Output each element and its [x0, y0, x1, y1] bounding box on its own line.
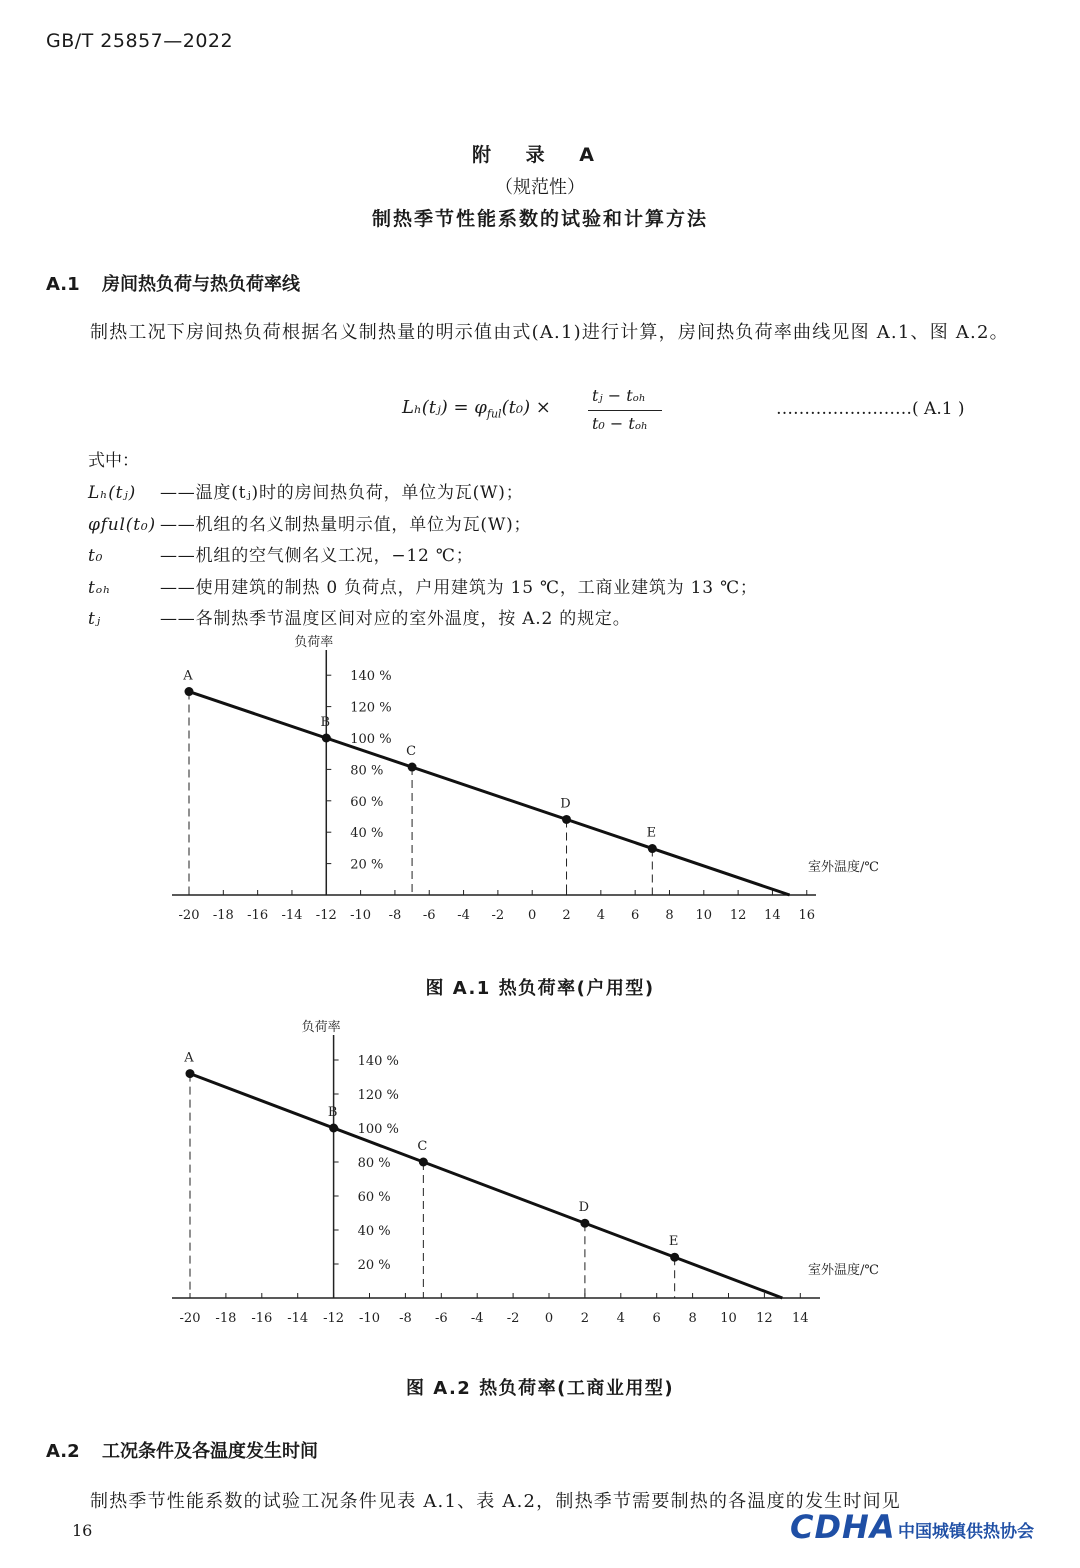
- x-tick-label: 16: [798, 908, 816, 923]
- where-intro: 式中：: [88, 451, 139, 471]
- cdha-logo-icon: CDHA: [790, 1508, 896, 1546]
- section-a2-paragraph: 制热季节性能系数的试验工况条件见表 A.1、表 A.2，制热季节需要制热的各温度的发生时间见: [90, 1491, 901, 1512]
- y-tick-label: 100 %: [350, 732, 392, 747]
- section-a2-title: 工况条件及各温度发生时间: [102, 1441, 318, 1462]
- y-tick-label: 120 %: [350, 700, 392, 716]
- y-tick-label: 120 %: [357, 1088, 399, 1103]
- load-rate-line: [190, 1074, 782, 1298]
- point-label: E: [668, 1234, 679, 1250]
- x-axis-title: 室外温度/℃: [808, 1263, 879, 1278]
- y-tick-label: 60 %: [350, 794, 384, 810]
- load-rate-line: [189, 692, 790, 895]
- x-tick-label: 14: [792, 1311, 809, 1326]
- x-tick-label: -4: [457, 908, 470, 923]
- x-tick-label: -20: [178, 908, 200, 923]
- data-point: [185, 687, 194, 696]
- y-tick-label: 140 %: [357, 1054, 399, 1069]
- x-tick-label: -8: [399, 1311, 412, 1326]
- x-tick-label: 12: [729, 908, 747, 923]
- where-description: ——温度(tⱼ)时的房间热负荷，单位为瓦(W)；: [160, 483, 524, 503]
- x-tick-label: 12: [756, 1311, 773, 1326]
- section-a1-heading: [46, 270, 300, 296]
- where-description: ——机组的名义制热量明示值，单位为瓦(W)；: [160, 514, 532, 535]
- where-symbol: φful(t₀): [88, 514, 156, 535]
- x-tick-label: 6: [631, 908, 640, 923]
- y-tick-label: 100 %: [357, 1122, 399, 1137]
- page-number: 16: [72, 1521, 93, 1540]
- y-tick-label: 40 %: [350, 826, 384, 842]
- y-axis-title: 负荷率: [294, 635, 334, 650]
- data-point: [322, 734, 331, 743]
- standard-id: GB/T 25857—2022: [46, 30, 234, 52]
- data-point: [329, 1124, 338, 1133]
- section-a1-number: A.1: [46, 274, 80, 295]
- x-tick-label: -14: [281, 908, 303, 923]
- x-tick-label: 8: [665, 908, 674, 923]
- where-item: [88, 573, 758, 598]
- formula-denominator: t₀ − tₒₕ: [592, 414, 648, 433]
- x-axis-title: 室外温度/℃: [808, 860, 879, 875]
- x-tick-label: 8: [688, 1311, 697, 1326]
- x-tick-label: 10: [695, 908, 713, 923]
- where-symbol: t₀: [88, 546, 104, 566]
- x-tick-label: -8: [388, 908, 402, 923]
- x-tick-label: -20: [179, 1311, 201, 1326]
- section-a2-heading: [46, 1437, 318, 1463]
- data-point: [580, 1219, 589, 1228]
- chart-household: [0, 620, 1080, 940]
- section-a1-paragraph: 制热工况下房间热负荷根据名义制热量的明示值由式(A.1)进行计算，房间热负荷率曲线见图 A.1、图 A.2。: [90, 322, 1009, 343]
- x-tick-label: 2: [562, 908, 571, 923]
- x-tick-label: -12: [323, 1311, 345, 1326]
- appendix-type: （规范性）: [495, 177, 585, 198]
- point-label: B: [320, 715, 331, 730]
- x-tick-label: 0: [544, 1311, 554, 1326]
- where-symbol: tⱼ: [88, 609, 101, 629]
- y-tick-label: 140 %: [350, 669, 392, 685]
- data-point: [562, 815, 571, 824]
- where-description: ——机组的空气侧名义工况，−12 ℃；: [160, 546, 474, 566]
- point-label: D: [560, 796, 571, 812]
- x-tick-label: -6: [422, 908, 436, 923]
- where-item: [88, 510, 531, 535]
- data-point: [408, 763, 417, 772]
- data-point: [670, 1253, 679, 1262]
- formula-numerator: tⱼ − tₒₕ: [592, 386, 646, 405]
- where-description: ——使用建筑的制热 0 负荷点，户用建筑为 15 ℃，工商业建筑为 13 ℃；: [160, 577, 758, 598]
- chart-commercial-caption: 图 A.2 热负荷率(工商业用型): [405, 1378, 675, 1399]
- where-symbol: Lₕ(tⱼ): [88, 483, 137, 503]
- x-tick-label: -16: [251, 1311, 273, 1326]
- x-tick-label: -12: [315, 908, 337, 923]
- appendix-title: 制热季节性能系数的试验和计算方法: [371, 208, 708, 230]
- point-label: D: [578, 1200, 590, 1216]
- y-tick-label: 20 %: [350, 857, 384, 873]
- x-tick-label: 4: [616, 1311, 625, 1326]
- formula-lhs-tail: (t₀) ×: [501, 397, 551, 418]
- formula-lhs-main: Lₕ(tⱼ) = φ: [402, 397, 487, 418]
- x-tick-label: -10: [350, 908, 372, 923]
- y-tick-label: 20 %: [357, 1258, 391, 1273]
- where-item: [88, 478, 524, 503]
- x-tick-label: -18: [212, 908, 234, 923]
- formula-lhs-sub: ful: [486, 407, 502, 421]
- x-tick-label: 6: [652, 1311, 661, 1326]
- chart-commercial: [0, 1010, 1080, 1340]
- x-tick-label: -10: [359, 1311, 380, 1326]
- y-tick-label: 80 %: [357, 1156, 391, 1171]
- section-a2-number: A.2: [46, 1441, 80, 1462]
- data-point: [648, 844, 657, 853]
- x-tick-label: -14: [287, 1311, 309, 1326]
- x-tick-label: 10: [720, 1311, 737, 1326]
- y-tick-label: 60 %: [357, 1190, 391, 1205]
- x-tick-label: 0: [528, 908, 537, 923]
- where-description: ——各制热季节温度区间对应的室外温度，按 A.2 的规定。: [160, 609, 631, 629]
- point-label: C: [406, 744, 417, 760]
- x-tick-label: 14: [764, 908, 781, 923]
- y-axis-title: 负荷率: [301, 1020, 341, 1035]
- point-label: C: [417, 1139, 428, 1154]
- point-label: A: [184, 1050, 194, 1066]
- point-label: B: [327, 1105, 338, 1120]
- x-tick-label: 4: [596, 908, 605, 923]
- data-point: [186, 1069, 195, 1078]
- formula-number: ……………………( A.1 ): [776, 399, 965, 419]
- x-tick-label: -4: [470, 1311, 484, 1326]
- section-a1-title: 房间热负荷与热负荷率线: [102, 274, 300, 295]
- formula-lhs: [402, 397, 551, 421]
- x-tick-label: -2: [506, 1311, 520, 1326]
- y-tick-label: 80 %: [350, 763, 384, 779]
- point-label: E: [646, 825, 657, 841]
- x-tick-label: -2: [491, 908, 505, 923]
- formula-fraction-bar: [588, 410, 662, 411]
- point-label: A: [183, 668, 193, 684]
- where-item: [88, 541, 474, 566]
- y-tick-label: 40 %: [357, 1224, 391, 1239]
- chart-household-caption: 图 A.1 热负荷率(户用型): [425, 978, 655, 999]
- x-tick-label: 2: [580, 1311, 590, 1326]
- cdha-logo-name: 中国城镇供热协会: [898, 1522, 1034, 1542]
- x-tick-label: -18: [215, 1311, 237, 1326]
- x-tick-label: -6: [434, 1311, 448, 1326]
- where-symbol: tₒₕ: [88, 577, 112, 598]
- x-tick-label: -16: [247, 908, 269, 923]
- data-point: [419, 1158, 428, 1167]
- appendix-label: 附 录 A: [472, 144, 608, 166]
